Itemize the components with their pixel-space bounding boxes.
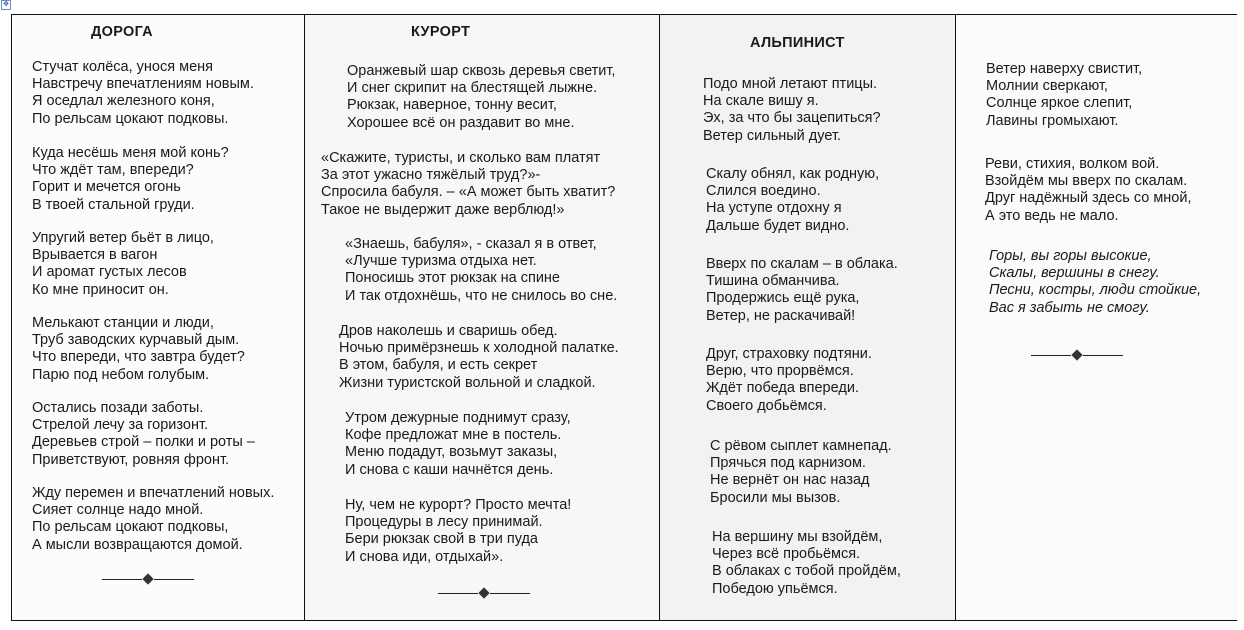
poem-line: Продержись ещё рука, (706, 290, 860, 307)
poem-line: Процедуры в лесу принимай. (345, 514, 543, 531)
poem-line: А это ведь не мало. (985, 207, 1119, 224)
stanza (706, 256, 898, 325)
poem-line: Жизни туристской вольной и сладкой. (339, 374, 596, 391)
stanza (706, 346, 872, 415)
stanza (32, 230, 214, 299)
poem-line: Остались позади заботы. (32, 400, 204, 416)
poem-line: Жду перемен и впечатлений новых. (32, 485, 275, 501)
stanza (32, 400, 255, 469)
poem-line: Друг, страховку подтяни. (706, 346, 872, 362)
poem-line: И снова с каши начнётся день. (345, 461, 554, 478)
poem-line: Лавины громыхают. (986, 112, 1119, 129)
poem-line: Такое не выдержит даже верблюд!» (321, 201, 565, 218)
poem-line: Дров наколешь и сваришь обед. (339, 323, 558, 339)
poem-line: Реви, стихия, волком вой. (985, 156, 1160, 172)
poem-line: Ветер наверху свистит, (986, 61, 1143, 77)
poem-line: Рюкзак, наверное, тонну весит, (347, 97, 557, 114)
stanza (703, 76, 881, 145)
poem-line: Сияет солнце надо мной. (32, 502, 204, 519)
column-doroga (12, 15, 305, 620)
poem-line: И снег скрипит на блестящей лыжне. (347, 80, 598, 97)
stanza (32, 59, 254, 128)
poems-table (11, 14, 1237, 621)
column-alpinist-continued (956, 15, 1238, 620)
stanza (339, 323, 619, 392)
poem-line: Через всё пробьёмся. (712, 546, 861, 563)
poem-line: Мелькают станции и люди, (32, 315, 214, 331)
poem-line: Ко мне приносит он. (32, 281, 169, 298)
poem-line: Победою упьёмся. (712, 580, 838, 597)
poem-line: Навстречу впечатлениям новым. (32, 76, 254, 93)
poem-line: По рельсам цокают подковы, (32, 519, 229, 536)
stanza (706, 166, 879, 235)
poem-line: «Скажите, туристы, и сколько вам платят (321, 150, 601, 166)
stanza (712, 529, 901, 598)
poem-line: Горы, вы горы высокие, (989, 248, 1152, 264)
poem-line: Спросила бабуля. – «А может быть хватит? (321, 184, 616, 201)
poem-line: С рёвом сыплет камнепад. (710, 438, 892, 454)
poem-line: Ждёт победа впереди. (706, 380, 859, 397)
poem-line: На уступе отдохну я (706, 200, 842, 217)
poem-line: Друг надёжный здесь со мной, (985, 190, 1192, 207)
poem-line: Труб заводских курчавый дым. (32, 332, 240, 349)
poem-line: Своего добьёмся. (706, 397, 827, 414)
poem-line: Поносишь этот рюкзак на спине (345, 270, 561, 287)
diamond-icon (142, 573, 153, 584)
stanza (347, 63, 615, 132)
divider-ornament (1031, 351, 1123, 361)
poem-line: Ну, чем не курорт? Просто мечта! (345, 497, 572, 513)
poem-line: Вверх по скалам – в облака. (706, 256, 898, 272)
stanza (345, 497, 571, 566)
poem-line: Оранжевый шар сквозь деревья светит, (347, 63, 616, 79)
poem-line: Я оседлал железного коня, (32, 93, 215, 110)
poem-line: В этом, бабуля, и есть секрет (339, 357, 538, 374)
poem-line: Песни, костры, люди стойкие, (989, 282, 1202, 299)
poem-line: Эх, за что бы зацепиться? (703, 110, 881, 127)
poem-line: Взойдём мы вверх по скалам. (985, 173, 1188, 190)
poem-line: Что ждёт там, впереди? (32, 162, 194, 179)
poem-title: ДОРОГА (91, 24, 153, 40)
poem-line: Куда несёшь меня мой конь? (32, 145, 229, 161)
poem-line: Верю, что прорвёмся. (706, 363, 854, 380)
poem-line: Бросили мы вызов. (710, 489, 841, 506)
poem-line: «Знаешь, бабуля», - сказал я в ответ, (345, 236, 597, 252)
poem-title: АЛЬПИНИСТ (750, 35, 845, 51)
move-anchor-icon[interactable]: ✥ (1, 0, 11, 10)
poem-line: Врывается в вагон (32, 247, 158, 264)
poem-line: Парю под небом голубым. (32, 366, 210, 383)
poem-line: Хорошее всё он раздавит во мне. (347, 114, 575, 131)
stanza (986, 61, 1142, 130)
diamond-icon (1071, 349, 1082, 360)
stanza (32, 315, 245, 384)
poem-line: Горит и мечется огонь (32, 179, 181, 196)
poem-line: Упругий ветер бьёт в лицо, (32, 230, 214, 246)
poem-line: Приветствуют, ровняя фронт. (32, 451, 230, 468)
poem-line: Ветер сильный дует. (703, 127, 842, 144)
poem-line: А мысли возвращаются домой. (32, 536, 243, 553)
poem-line: Утром дежурные поднимут сразу, (345, 410, 571, 426)
poem-line: В облаках с тобой пройдём, (712, 563, 901, 580)
poem-line: Подо мной летают птицы. (703, 76, 878, 92)
poem-line: Ветер, не раскачивай! (706, 307, 856, 324)
poem-line: Дальше будет видно. (706, 217, 850, 234)
poem-line: За этот ужасно тяжёлый труд?»- (321, 167, 541, 184)
poem-line: Ночью примёрзнешь к холодной палатке. (339, 340, 619, 357)
stanza (32, 485, 274, 554)
stanza (710, 438, 892, 507)
column-alpinist (660, 15, 956, 620)
diamond-icon (478, 587, 489, 598)
poem-line: По рельсам цокают подковы. (32, 110, 229, 127)
poem-line: Бери рюкзак свой в три пуда (345, 531, 538, 548)
poem-line: В твоей стальной груди. (32, 196, 195, 213)
stanza (345, 410, 571, 479)
poem-line: И снова иди, отдыхай». (345, 548, 504, 565)
poem-line: Тишина обманчива. (706, 273, 840, 290)
poem-line: Слился воедино. (706, 183, 821, 200)
poem-line: Прячься под карнизом. (710, 455, 866, 472)
stanza (989, 248, 1201, 317)
poem-line: Скалы, вершины в снегу. (989, 265, 1160, 282)
poem-line: На вершину мы взойдём, (712, 529, 883, 545)
poem-line: Стрелой лечу за горизонт. (32, 417, 209, 434)
poem-line: Молнии сверкают, (986, 78, 1108, 95)
poem-line: Солнце яркое слепит, (986, 95, 1133, 112)
divider-ornament (438, 589, 530, 599)
stanza (32, 145, 229, 214)
poem-line: Стучат колёса, унося меня (32, 59, 213, 75)
poem-line: «Лучше туризма отдыха нет. (345, 253, 537, 270)
stanza (985, 156, 1192, 225)
poem-line: Кофе предложат мне в постель. (345, 427, 562, 444)
poem-line: Вас я забыть не смогу. (989, 299, 1150, 316)
poem-line: Скалу обнял, как родную, (706, 166, 880, 182)
poem-line: Не вернёт он нас назад (710, 472, 870, 489)
poem-line: Что впереди, что завтра будет? (32, 349, 245, 366)
stanza (345, 236, 617, 305)
stanza (321, 150, 615, 219)
poem-line: Деревьев строй – полки и роты – (32, 434, 255, 451)
poem-line: И аромат густых лесов (32, 264, 187, 281)
column-kurort (305, 15, 660, 620)
poem-title: КУРОРТ (411, 24, 471, 40)
divider-ornament (102, 575, 194, 585)
poem-line: И так отдохнёшь, что не снилось во сне. (345, 287, 618, 304)
poem-line: На скале вишу я. (703, 93, 819, 110)
poem-line: Меню подадут, возьмут заказы, (345, 444, 558, 461)
